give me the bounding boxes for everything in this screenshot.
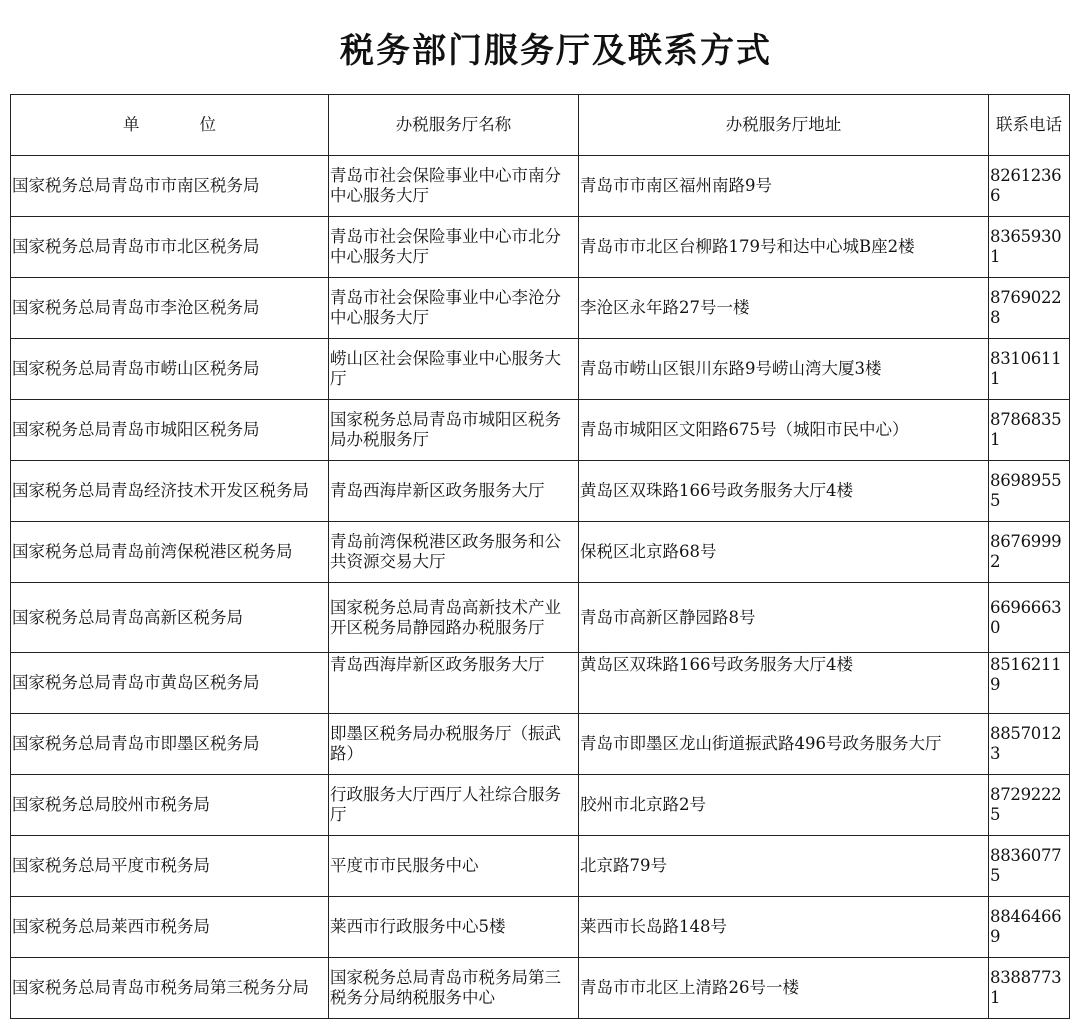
hall-name-cell: 青岛市社会保险事业中心市南分中心服务大厅 [329,156,579,217]
hall-address-cell: 青岛市城阳区文阳路675号（城阳市民中心） [579,400,989,461]
phone-cell: 85162119 [989,653,1070,714]
table-header-row [11,95,1070,156]
table-row [11,400,1070,461]
phone-cell: 83659301 [989,217,1070,278]
phone-cell: 82612366 [989,156,1070,217]
header-unit [11,95,329,156]
table-row [11,775,1070,836]
unit-cell: 国家税务总局青岛市李沧区税务局 [11,278,329,339]
table-row [11,461,1070,522]
table-row [11,958,1070,1019]
hall-address-cell: 北京路79号 [579,836,989,897]
table-row [11,653,1070,714]
hall-name-cell: 青岛前湾保税港区政务服务和公共资源交易大厅 [329,522,579,583]
hall-name-cell: 国家税务总局青岛高新技术产业开区税务局静园路办税服务厅 [329,583,579,653]
unit-cell: 国家税务总局青岛市城阳区税务局 [11,400,329,461]
hall-address-cell: 胶州市北京路2号 [579,775,989,836]
unit-cell: 国家税务总局青岛高新区税务局 [11,583,329,653]
unit-cell: 国家税务总局胶州市税务局 [11,775,329,836]
hall-address-cell: 李沧区永年路27号一楼 [579,278,989,339]
service-hall-table [10,94,1070,1019]
phone-cell: 87292225 [989,775,1070,836]
phone-cell: 66966630 [989,583,1070,653]
hall-name-cell: 国家税务总局青岛市税务局第三税务分局纳税服务中心 [329,958,579,1019]
header-hall-name: 办税服务厅名称 [329,95,579,156]
table-row [11,156,1070,217]
table-row [11,339,1070,400]
hall-address-cell: 黄岛区双珠路166号政务服务大厅4楼 [579,461,989,522]
phone-cell: 86769992 [989,522,1070,583]
hall-address-cell: 青岛市市北区台柳路179号和达中心城B座2楼 [579,217,989,278]
unit-cell: 国家税务总局青岛市市南区税务局 [11,156,329,217]
page-title: 税务部门服务厅及联系方式 [340,31,772,71]
hall-name-cell: 国家税务总局青岛市城阳区税务局办税服务厅 [329,400,579,461]
table-row [11,522,1070,583]
unit-cell: 国家税务总局平度市税务局 [11,836,329,897]
table-row [11,217,1070,278]
hall-name-cell: 青岛西海岸新区政务服务大厅 [329,461,579,522]
hall-address-cell: 黄岛区双珠路166号政务服务大厅4楼 [579,653,989,714]
hall-address-cell: 青岛市即墨区龙山街道振武路496号政务服务大厅 [579,714,989,775]
hall-name-cell: 即墨区税务局办税服务厅（振武路） [329,714,579,775]
unit-cell: 国家税务总局莱西市税务局 [11,897,329,958]
hall-address-cell: 青岛市市北区上清路26号一楼 [579,958,989,1019]
unit-cell: 国家税务总局青岛市崂山区税务局 [11,339,329,400]
header-unit-char-a: 单 [123,115,140,134]
hall-address-cell: 青岛市市南区福州南路9号 [579,156,989,217]
phone-cell: 83887731 [989,958,1070,1019]
header-phone: 联系电话 [989,95,1070,156]
phone-cell: 87690228 [989,278,1070,339]
hall-address-cell: 保税区北京路68号 [579,522,989,583]
unit-cell: 国家税务总局青岛经济技术开发区税务局 [11,461,329,522]
unit-cell: 国家税务总局青岛市即墨区税务局 [11,714,329,775]
hall-address-cell: 青岛市高新区静园路8号 [579,583,989,653]
phone-cell: 88464669 [989,897,1070,958]
hall-name-cell: 崂山区社会保险事业中心服务大厅 [329,339,579,400]
hall-address-cell: 莱西市长岛路148号 [579,897,989,958]
unit-cell: 国家税务总局青岛市黄岛区税务局 [11,653,329,714]
hall-name-cell: 青岛市社会保险事业中心李沧分中心服务大厅 [329,278,579,339]
header-unit-char-b: 位 [199,115,216,134]
phone-cell: 86989555 [989,461,1070,522]
table-row [11,583,1070,653]
hall-name-cell: 青岛市社会保险事业中心市北分中心服务大厅 [329,217,579,278]
table-row [11,714,1070,775]
phone-cell: 88570123 [989,714,1070,775]
unit-cell: 国家税务总局青岛市市北区税务局 [11,217,329,278]
phone-cell: 88360775 [989,836,1070,897]
hall-name-cell: 平度市市民服务中心 [329,836,579,897]
phone-cell: 87868351 [989,400,1070,461]
hall-name-cell: 行政服务大厅西厅人社综合服务厅 [329,775,579,836]
hall-address-cell: 青岛市崂山区银川东路9号崂山湾大厦3楼 [579,339,989,400]
table-row [11,897,1070,958]
phone-cell: 83106111 [989,339,1070,400]
unit-cell: 国家税务总局青岛前湾保税港区税务局 [11,522,329,583]
hall-name-cell: 莱西市行政服务中心5楼 [329,897,579,958]
hall-name-cell: 青岛西海岸新区政务服务大厅 [329,653,579,714]
table-row [11,278,1070,339]
unit-cell: 国家税务总局青岛市税务局第三税务分局 [11,958,329,1019]
table-row [11,836,1070,897]
header-hall-address: 办税服务厅地址 [579,95,989,156]
